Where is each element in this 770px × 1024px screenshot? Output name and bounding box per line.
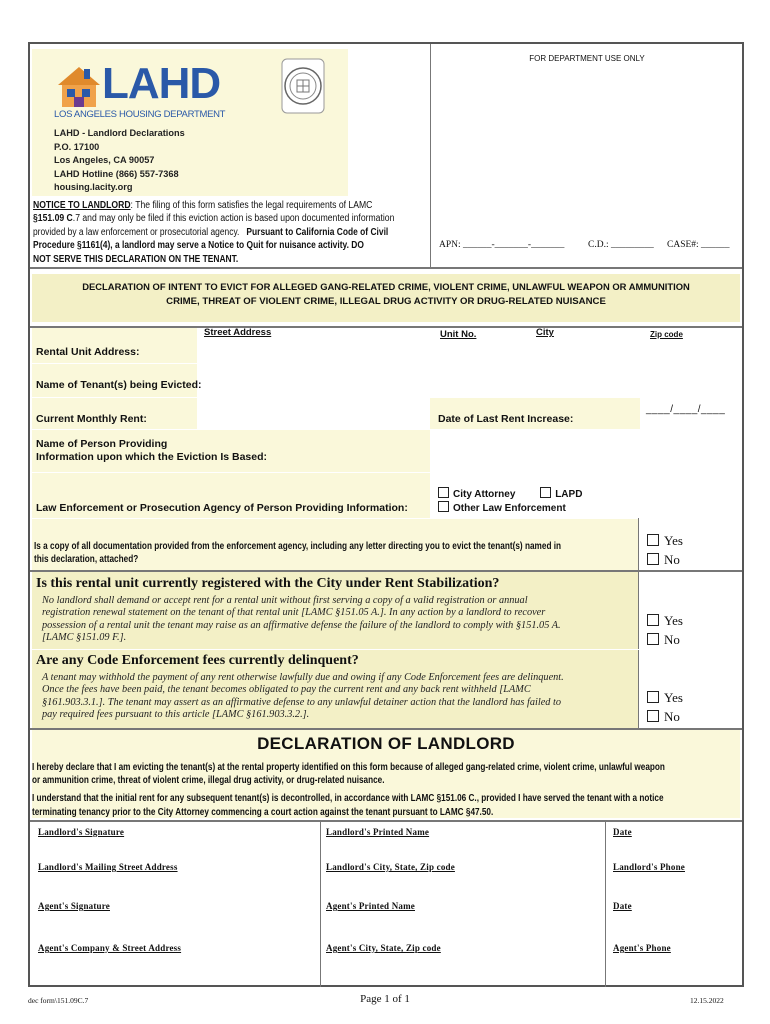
notice-text: NOT SERVE THIS DECLARATION ON THE TENANT. bbox=[33, 253, 239, 265]
yes-label: Yes bbox=[664, 533, 683, 548]
header-logo-block bbox=[32, 49, 348, 196]
notice-to-landlord bbox=[33, 199, 428, 266]
city-seal-icon bbox=[280, 57, 326, 115]
footer-page-number: Page 1 of 1 bbox=[360, 993, 410, 1005]
code-fees-question-text bbox=[42, 672, 564, 722]
last-increase-date-input[interactable]: ____/____/____ bbox=[646, 404, 726, 415]
apn-field[interactable]: APN: ______-_______-_______ bbox=[439, 240, 565, 250]
agency-label: Law Enforcement or Prosecution Agency of Person Providing Information: bbox=[36, 502, 408, 514]
landlord-city-state-zip-field[interactable] bbox=[324, 876, 602, 892]
rso-text-line: registration renewal statement on the tenant of that rental unit [LAMC §151.05 A.]. In any action by a landlord to recover bbox=[42, 607, 546, 619]
landlord-date-field[interactable] bbox=[609, 839, 739, 854]
yes-label: Yes bbox=[664, 690, 683, 705]
zip-input[interactable] bbox=[648, 340, 740, 362]
city-attorney-checkbox[interactable] bbox=[438, 487, 449, 498]
landlord-phone-field[interactable] bbox=[609, 876, 739, 892]
landlord-date-label: Date bbox=[613, 827, 632, 837]
address-line: Los Angeles, CA 90057 bbox=[54, 155, 155, 166]
no-label: No bbox=[664, 709, 680, 724]
landlord-signature-field[interactable] bbox=[34, 839, 316, 854]
rso-text-line: No landlord shall demand or accept rent for a rental unit without first serving a copy of a valid registration or annual bbox=[42, 595, 528, 606]
footer-form-id: dec form\151.09C.7 bbox=[28, 996, 89, 1005]
city-header: City bbox=[536, 327, 554, 338]
code-fees-question-heading: Are any Code Enforcement fees currently delinquent? bbox=[36, 653, 359, 668]
rso-yes-checkbox[interactable] bbox=[647, 614, 659, 626]
form-title bbox=[32, 274, 740, 322]
street-address-input[interactable] bbox=[198, 340, 438, 362]
rso-options bbox=[647, 611, 683, 649]
code-fees-options bbox=[647, 688, 683, 726]
agent-phone-label: Agent's Phone bbox=[613, 943, 671, 953]
copy-question bbox=[34, 541, 661, 566]
footer-date: 12.15.2022 bbox=[690, 996, 724, 1005]
code-text-line: Once the fees have been paid, the tenant becomes obligated to pay the current rent and any back rent withheld [LAMC bbox=[42, 684, 531, 696]
no-label: No bbox=[664, 552, 680, 567]
title-line: CRIME, THREAT OF VIOLENT CRIME, ILLEGAL DRUG ACTIVITY OR DRUG-RELATED NUISANCE bbox=[166, 296, 606, 307]
city-attorney-option: City Attorney bbox=[453, 489, 516, 500]
rso-text-line: possession of a rental unit the tenant may raise as an affirmative defense the failure of the landlord to comply with §151.05 A. bbox=[42, 619, 561, 631]
rso-no-checkbox[interactable] bbox=[647, 633, 659, 645]
code-yes-checkbox[interactable] bbox=[647, 691, 659, 703]
declaration-text: I hereby declare that I am evicting the tenant(s) at the rental property identified on this form because of alleged gang-related crime, violent crime, unlawful weapon bbox=[32, 762, 665, 773]
other-law-enforcement-checkbox[interactable] bbox=[438, 501, 449, 512]
provider-label-line: Information upon which the Eviction Is Based: bbox=[36, 451, 268, 463]
tenants-input[interactable] bbox=[198, 366, 740, 396]
cd-field[interactable]: C.D.: _________ bbox=[588, 240, 654, 250]
notice-lead: NOTICE TO LANDLORD bbox=[33, 200, 131, 211]
agent-city-state-zip-field[interactable] bbox=[324, 956, 602, 984]
rent-label: Current Monthly Rent: bbox=[36, 413, 147, 425]
agent-printed-name-field[interactable] bbox=[324, 914, 602, 930]
notice-text: provided by a law enforcement or prosecutorial agency. bbox=[33, 226, 240, 238]
no-label: No bbox=[664, 632, 680, 647]
rental-unit-label: Rental Unit Address: bbox=[36, 346, 140, 358]
address-link[interactable]: housing.lacity.org bbox=[54, 182, 133, 193]
notice-text: Pursuant to California Code of Civil bbox=[246, 226, 389, 238]
notice-text: Procedure §1161(4), a landlord may serve a Notice to Quit for nuisance activity. DO bbox=[33, 240, 364, 252]
unit-no-input[interactable] bbox=[438, 340, 532, 362]
agent-signature-label: Agent's Signature bbox=[38, 901, 110, 911]
landlord-printed-name-field[interactable] bbox=[324, 839, 602, 854]
declaration-text: or ammunition crime, threat of violent crime, illegal drug activity, or drug-related nuisance. bbox=[32, 774, 385, 786]
agent-signature-field[interactable] bbox=[34, 914, 316, 930]
declaration-text: I understand that the initial rent for any subsequent tenant(s) is decontrolled, in accordance with LAMC §151.06 C., provided I have served the tenant with a notice bbox=[32, 793, 664, 804]
tenants-label: Name of Tenant(s) being Evicted: bbox=[36, 379, 202, 391]
agent-company-address-field[interactable] bbox=[34, 956, 316, 984]
notice-text: : The filing of this form satisfies the legal requirements of LAMC bbox=[130, 200, 373, 211]
landlord-mailing-address-field[interactable] bbox=[34, 876, 316, 892]
copy-no-checkbox[interactable] bbox=[647, 553, 659, 565]
zip-header: Zip code bbox=[650, 330, 683, 339]
agency-options bbox=[438, 487, 582, 515]
code-text-line: §161.903.3.1.]. The tenant may assert as an affirmative defense to any unlawful detainer action that the landlord has failed to bbox=[42, 696, 561, 708]
unit-no-header: Unit No. bbox=[440, 329, 477, 340]
landlord-city-state-zip-label: Landlord's City, State, Zip code bbox=[326, 862, 455, 872]
copy-question-options bbox=[647, 531, 683, 569]
agent-printed-name-label: Agent's Printed Name bbox=[326, 901, 415, 911]
code-text-line: pay required fees pursuant to this article [LAMC §161.903.3.2.]. bbox=[42, 709, 310, 721]
other-option: Other Law Enforcement bbox=[453, 503, 566, 514]
city-input[interactable] bbox=[534, 340, 646, 362]
copy-question-text: Is a copy of all documentation provided from the enforcement agency, including any letter directing you to evict the tenant(s) named in bbox=[34, 541, 562, 552]
last-increase-label: Date of Last Rent Increase: bbox=[438, 413, 574, 425]
logo-text: LAHD bbox=[102, 59, 221, 108]
code-no-checkbox[interactable] bbox=[647, 710, 659, 722]
agent-date-label: Date bbox=[613, 901, 632, 911]
declaration-paragraph-1 bbox=[32, 762, 770, 787]
yes-label: Yes bbox=[664, 613, 683, 628]
rso-text-line: [LAMC §151.09 F.]. bbox=[42, 632, 127, 644]
provider-label-line: Name of Person Providing bbox=[36, 438, 168, 450]
provider-label bbox=[36, 438, 267, 464]
landlord-signature-label: Landlord's Signature bbox=[38, 827, 125, 837]
rso-question-heading: Is this rental unit currently registered with the City under Rent Stabilization? bbox=[36, 576, 500, 591]
agent-date-field[interactable] bbox=[609, 914, 739, 930]
declaration-heading: DECLARATION OF LANDLORD bbox=[257, 734, 515, 753]
notice-text: §151.09 C bbox=[33, 213, 73, 225]
agent-city-state-zip-label: Agent's City, State, Zip code bbox=[326, 943, 441, 953]
copy-question-text: this declaration, attached? bbox=[34, 553, 139, 565]
provider-name-input[interactable] bbox=[432, 432, 740, 470]
landlord-mailing-address-label: Landlord's Mailing Street Address bbox=[38, 862, 178, 872]
address-line: LAHD Hotline (866) 557-7368 bbox=[54, 168, 179, 179]
code-text-line: A tenant may withhold the payment of any rent otherwise lawfully due and owing if any Code Enforcement fees are delinquent. bbox=[42, 672, 564, 683]
street-address-header: Street Address bbox=[204, 327, 272, 338]
lapd-checkbox[interactable] bbox=[540, 487, 551, 498]
form-page bbox=[28, 42, 744, 987]
address-line: LAHD - Landlord Declarations bbox=[54, 128, 185, 138]
title-line: DECLARATION OF INTENT TO EVICT FOR ALLEGED GANG-RELATED CRIME, VIOLENT CRIME, UNLAWFUL WEAPON OR AMMUNITION bbox=[82, 282, 690, 293]
agent-phone-field[interactable] bbox=[609, 956, 739, 984]
declaration-paragraph-2 bbox=[32, 792, 770, 819]
notice-text: .7 and may only be filed if this eviction action is based upon documented information bbox=[72, 213, 395, 225]
landlord-phone-label: Landlord's Phone bbox=[613, 862, 685, 872]
logo-subtitle: LOS ANGELES HOUSING DEPARTMENT bbox=[54, 109, 226, 120]
declaration-text: terminating tenancy prior to the City Attorney commencing a court action against the tenant pursuant to LAMC §47.50. bbox=[32, 806, 494, 818]
rent-input[interactable] bbox=[198, 400, 428, 428]
lapd-option: LAPD bbox=[555, 489, 583, 500]
landlord-printed-name-label: Landlord's Printed Name bbox=[326, 827, 430, 837]
case-number-field[interactable]: CASE#: ______ bbox=[667, 240, 730, 250]
address-line: P.O. 17100 bbox=[54, 141, 100, 152]
house-logo-icon bbox=[54, 61, 104, 109]
header-address bbox=[54, 127, 185, 195]
copy-yes-checkbox[interactable] bbox=[647, 534, 659, 546]
dept-use-label: FOR DEPARTMENT USE ONLY bbox=[529, 54, 645, 63]
rso-question-text bbox=[42, 595, 561, 645]
agent-company-address-label: Agent's Company & Street Address bbox=[38, 943, 182, 953]
